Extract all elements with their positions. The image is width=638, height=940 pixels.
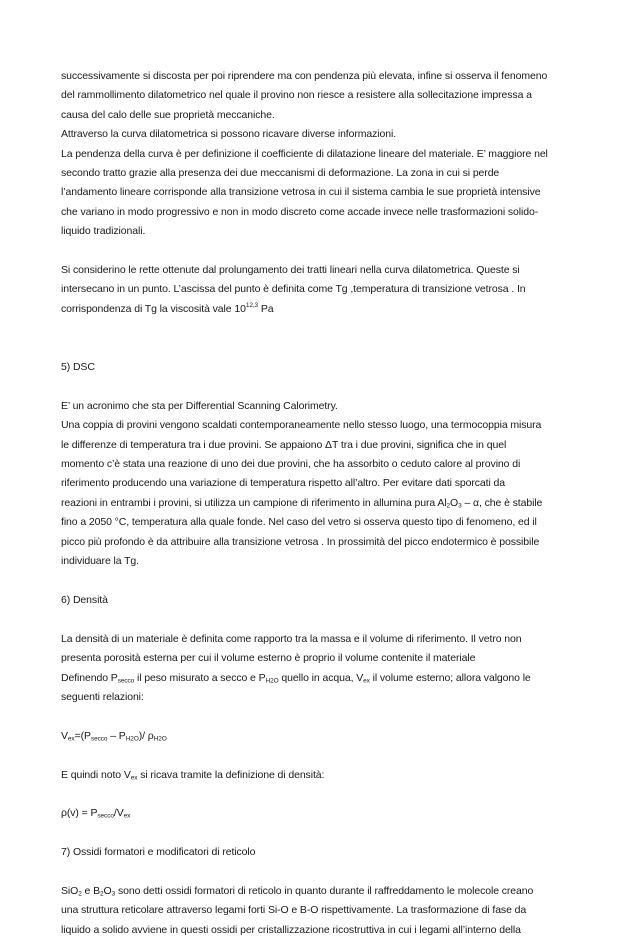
text-line: causa del calo delle sue proprietà meccaniche.: [61, 108, 275, 121]
text-line: secondo tratto grazie alla presenza dei due meccanismi di deformazione. La zona in cui si perde: [61, 167, 500, 180]
text-line: SiO$_2$ e $B_2O_3$ sono detti ossidi formatori di reticolo in quanto durante il raffreddamento le molecole creano: [61, 884, 534, 898]
section-heading-dsc: 5) DSC: [61, 361, 95, 374]
text-line: Attraverso la curva dilatometrica si possono ricavare diverse informazioni.: [61, 128, 397, 141]
paragraph-oxides: [61, 882, 581, 940]
text-line: corrispondenza di Tg la viscosità vale 10$^{12,3}$ Pa: [61, 301, 274, 315]
section-heading-density: 6) Densità: [61, 593, 108, 606]
document-body: [61, 67, 581, 940]
text-line: del rammollimento dilatometrico nel quale il provino non riesce a resistere alla sollecitazione impressa a: [61, 89, 532, 102]
paragraph-tg: [61, 261, 581, 319]
text-line: intersecano in un punto. L’ascissa del punto è definita come Tg ,temperatura di transizione vetrosa . In: [61, 283, 526, 296]
paragraph-density: [61, 630, 581, 708]
text-line: E’ un acronimo che sta per Differential Scanning Calorimetry.: [61, 399, 338, 412]
paragraph-dilatometry: [61, 67, 581, 242]
equation-density: $\rho(v) = P_{secco}/V_{ex}$: [61, 807, 131, 820]
text-line: momento c’è stata una reazione di uno dei due provini, che ha assorbito o ceduto calore al provino di: [61, 458, 521, 471]
text-line: le differenze di temperatura tra i due provini. Se appaiono ΔT tra i due provini, significa che in quel: [61, 438, 507, 451]
text-line: La pendenza della curva è per definizione il coefficiente di dilatazione lineare del materiale. E’ maggiore nel: [61, 147, 548, 160]
text-line: individuare la Tg.: [61, 555, 139, 568]
text-line: riferimento producendo una variazione di temperatura rispetto all’altro. Per evitare dati sporcati da: [61, 477, 505, 490]
text-line: seguenti relazioni:: [61, 690, 144, 703]
text-line: presenta porosità esterna per cui il volume esterno è proprio il volume contenite il materiale: [61, 652, 476, 665]
text-line: Si considerino le rette ottenute dal prolungamento dei tratti lineari nella curva dilatometrica. Queste si: [61, 264, 520, 277]
text-line: liquido a solido avviene in questi ossidi per cristallizzazione ricostruttiva in cui i legami all’interno della: [61, 923, 521, 936]
text-line: l’andamento lineare corrisponde alla transizione vetrosa in cui il sistema cambia le sue proprietà intensive: [61, 186, 541, 199]
text-line: fino a 2050 °C, temperatura alla quale fonde. Nel caso del vetro si osserva questo tipo di fenomeno, ed il: [61, 516, 537, 529]
text-line: liquido tradizionali.: [61, 225, 146, 238]
text-line: La densità di un materiale è definita come rapporto tra la massa e il volume di riferimento. Il vetro non: [61, 632, 522, 645]
text-line: che variano in modo progressivo e non in modo discreto come accade invece nelle trasformazioni solido-: [61, 205, 539, 218]
paragraph-dsc: [61, 397, 581, 572]
text-line: E quindi noto $V_{ex}$ si ricava tramite la definizione di densità:: [61, 768, 325, 782]
section-heading-oxides: 7) Ossidi formatori e modificatori di reticolo: [61, 846, 256, 859]
text-line: reazioni in entrambi i provini, si utilizza un campione di riferimento in allumina pura $Al_2O_3$ – α, che è stabile: [61, 496, 543, 510]
text-line: una struttura reticolare attraverso legami forti Si-O e B-O rispettivamente. La trasformazione di fase da: [61, 904, 527, 917]
text-line: Definendo $P_{secco}$ il peso misurato a secco e $P_{H2O}$ quello in acqua, $V_{ex}$ il volume esterno; allora valgono le: [61, 671, 531, 685]
equation-external-volume: $V_{ex}=(P_{secco} - P_{H2O})/$ $\rho_{H2O}$: [61, 729, 167, 743]
text-line: picco più profondo è da attribuire alla transizione vetrosa . In prossimità del picco endotermico è possibile: [61, 535, 540, 548]
text-line: successivamente si discosta per poi riprendere ma con pendenza più elevata, infine si osserva il fenomeno: [61, 70, 548, 82]
text-line: Una coppia di provini vengono scaldati contemporaneamente nello stesso luogo, una termocoppia misura: [61, 419, 542, 432]
